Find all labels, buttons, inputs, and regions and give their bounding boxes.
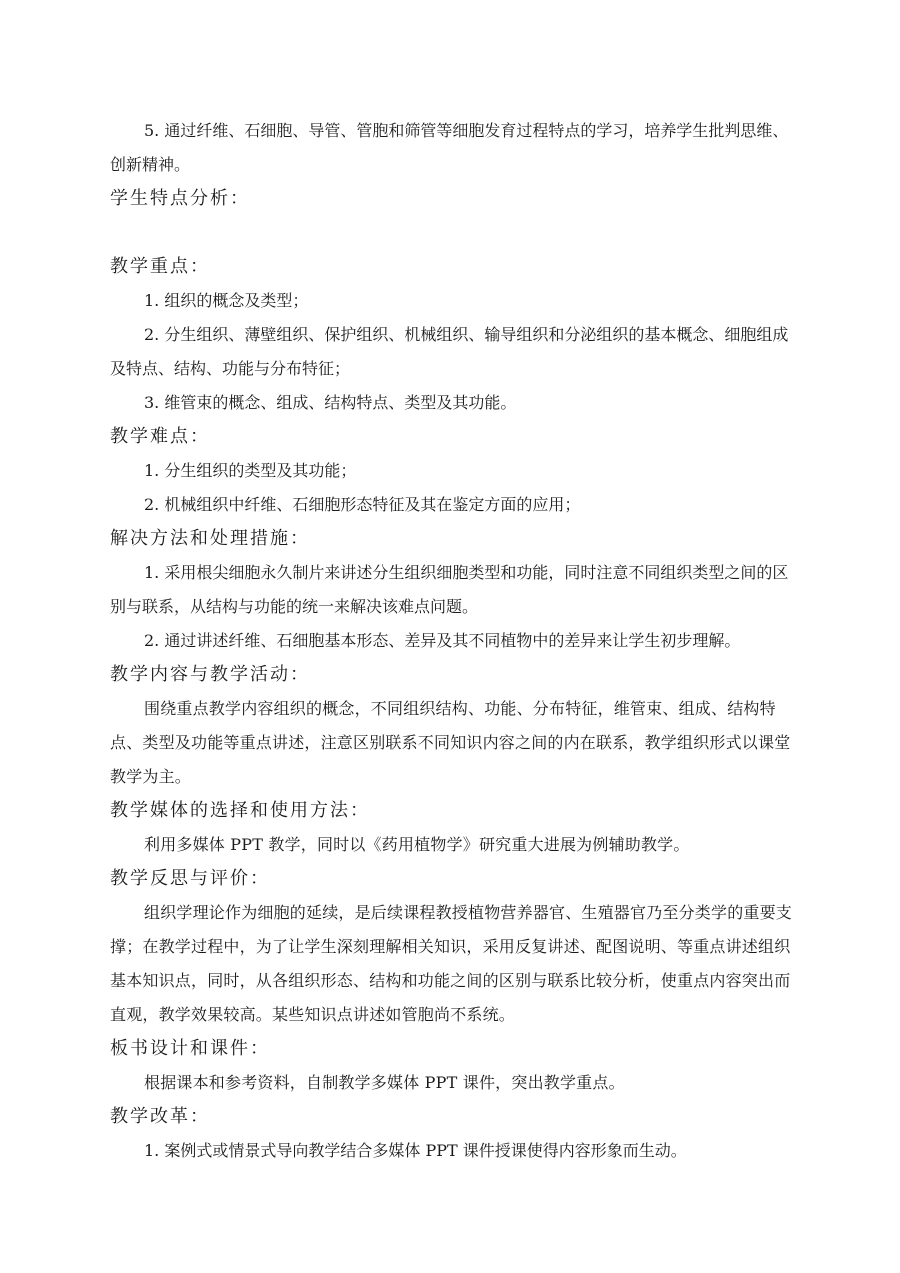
difficulty-item: 2. 机械组织中纤维、石细胞形态特征及其在鉴定方面的应用； [144, 495, 581, 514]
content-activities-text: 围绕重点教学内容组织的概念，不同组织结构、功能、分布特征，维管束、组成、结构特点、类型及功能等重点讲述，注意区别联系不同知识内容之间的内在联系，教学组织形式以课堂教学为主。 [110, 699, 791, 786]
media-text: 利用多媒体 PPT 教学，同时以《药用植物学》研究重大进展为例辅助教学。 [144, 835, 690, 854]
media-heading: 教学媒体的选择和使用方法： [110, 800, 370, 821]
reflection-text: 组织学理论作为细胞的延续，是后续课程教授植物营养器官、生殖器官乃至分类学的重要支撑；在教学过程中，为了让学生深刻理解相关知识，采用反复讲述、配图说明、等重点讲述组织基本知识点，同时，从各组织形态、结构和功能之间的区别与联系比较分析，使重点内容突出而直观，教学效果较高。某些知识点讲述如管胞尚不系统。 [110, 903, 793, 1024]
reform-heading: 教学改革： [110, 1106, 210, 1127]
blank-space [110, 216, 800, 250]
objective-item-5: 5. 通过纤维、石细胞、导管、管胞和筛管等细胞发育过程特点的学习，培养学生批判思维、创新精神。 [110, 121, 789, 174]
reflection-heading: 教学反思与评价： [110, 868, 270, 889]
key-points-heading: 教学重点： [110, 256, 210, 277]
solution-item: 1. 采用根尖细胞永久制片来讲述分生组织细胞类型和功能，同时注意不同组织类型之间的区别与联系，从结构与功能的统一来解决该难点问题。 [110, 563, 789, 616]
document-body [110, 114, 800, 1168]
solutions-heading: 解决方法和处理措施： [110, 528, 310, 549]
solution-item: 2. 通过讲述纤维、石细胞基本形态、差异及其不同植物中的差异来让学生初步理解。 [144, 631, 741, 650]
student-analysis-heading: 学生特点分析： [110, 188, 250, 209]
content-activities-heading: 教学内容与教学活动： [110, 664, 310, 685]
board-design-heading: 板书设计和课件： [110, 1038, 270, 1059]
board-design-text: 根据课本和参考资料，自制教学多媒体 PPT 课件，突出教学重点。 [144, 1073, 625, 1092]
reform-item: 1. 案例式或情景式导向教学结合多媒体 PPT 课件授课使得内容形象而生动。 [144, 1141, 687, 1160]
key-point-item: 3. 维管束的概念、组成、结构特点、类型及其功能。 [144, 393, 517, 412]
key-point-item: 2. 分生组织、薄壁组织、保护组织、机械组织、输导组织和分泌组织的基本概念、细胞组成及特点、结构、功能与分布特征； [110, 325, 789, 378]
difficulties-heading: 教学难点： [110, 426, 210, 447]
difficulty-item: 1. 分生组织的类型及其功能； [144, 461, 357, 480]
key-point-item: 1. 组织的概念及类型； [144, 291, 309, 310]
